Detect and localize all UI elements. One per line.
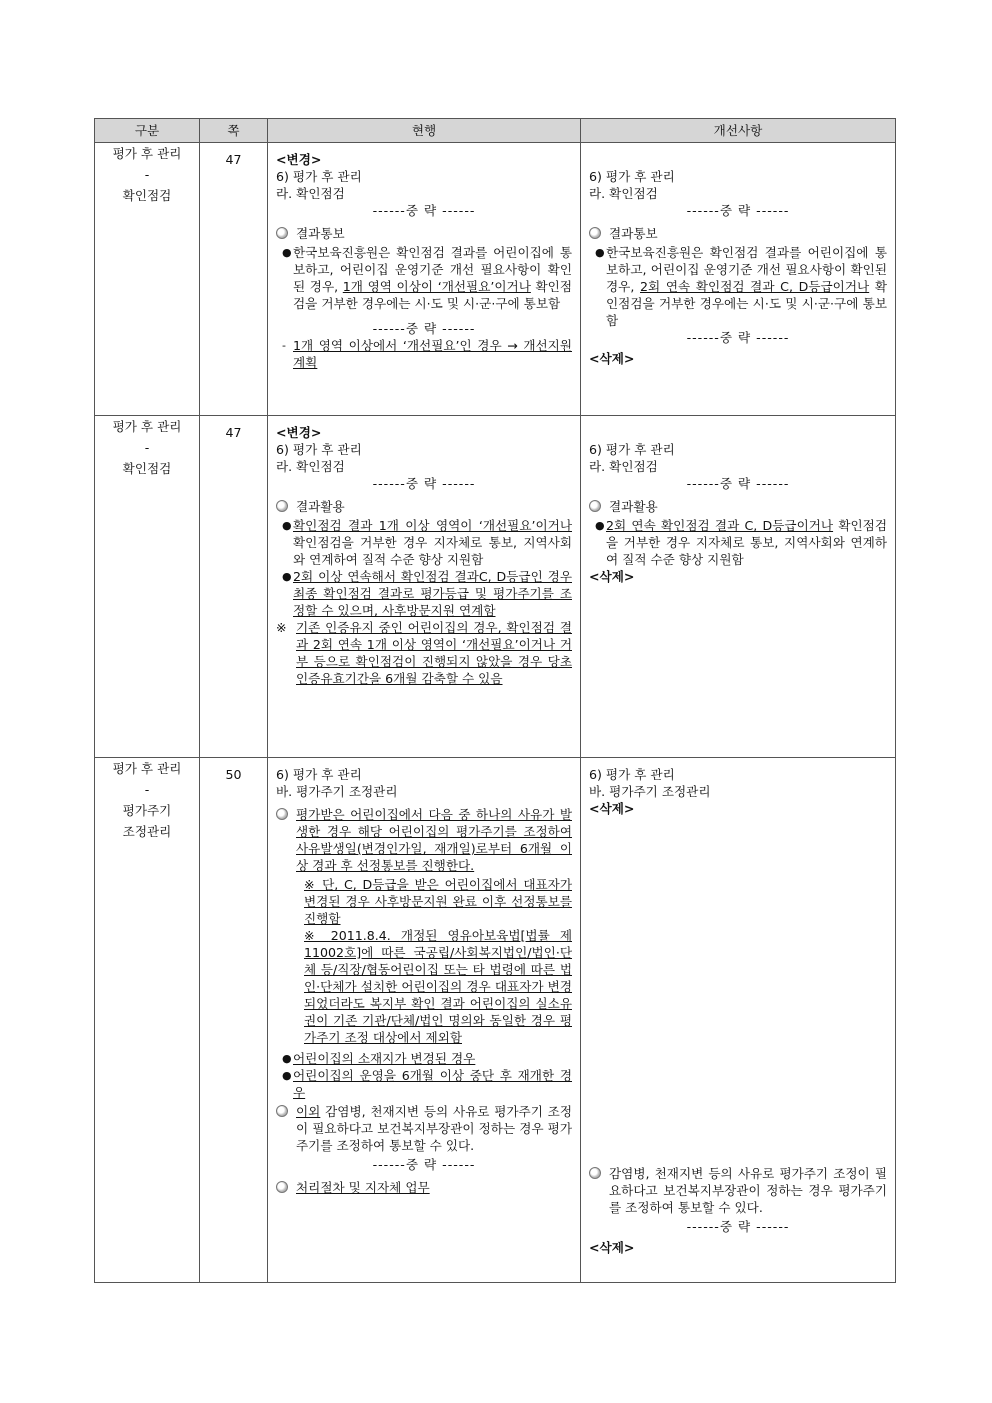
omission-marker: ------중 략 ------	[372, 203, 476, 218]
table-row	[95, 143, 896, 416]
bullet-item: ● 확인점검 결과 1개 이상 영역이 ‘개선필요’이거나 확인점검을 거부한 경우 지자체로 통보, 지역사회와 연계하여 질적 수준 향상 지원함	[282, 518, 572, 567]
subsection-heading: 라. 확인점검	[276, 186, 345, 201]
omission-marker: ------중 략 ------	[686, 476, 790, 491]
omission-marker: ------중 략 ------	[686, 203, 790, 218]
bullet-item: ● 어린이집의 운영을 6개월 이상 중단 후 재개한 경우	[282, 1068, 572, 1100]
change-tag: <변경>	[276, 425, 322, 440]
bullet-item: ● 한국보육진흥원은 확인점검 결과를 어린이집에 통보하고, 어린이집 운영기준 개선 필요사항이 확인된 경우, 1개 영역 이상이 ‘개선필요’이거나 확인점검을 거부한 경우에는 시·도 및 시·군·구에 통보함	[282, 245, 573, 311]
page-cell: 47	[200, 416, 268, 758]
circle-bullet-icon	[589, 227, 601, 239]
dash-item: - 1개 영역 이상에서 ‘개선필요’인 경우 → 개선지원 계획	[282, 338, 572, 370]
circle-item: 결과통보	[276, 225, 572, 242]
circle-item: 평가받은 어린이집에서 다음 중 하나의 사유가 발생한 경우 해당 어린이집의 평가주기를 조정하여 사유발생일(변경인가일, 재개일)로부터 6개월 이상 경과 후 선정통보를 진행한다.	[276, 806, 572, 874]
header-page: 쪽	[200, 119, 268, 143]
circle-item: 감염병, 천재지변 등의 사유로 평가주기 조정이 필요하다고 보건복지부장관이 정하는 경우 평가주기를 조정하여 통보할 수 있다.	[589, 1165, 887, 1216]
page-cell: 50	[200, 758, 268, 1283]
subsection-heading: 라. 확인점검	[276, 459, 345, 474]
category-cell: 평가 후 관리 - 확인점검	[95, 416, 200, 758]
circle-bullet-icon	[276, 227, 288, 239]
circle-item: 결과활용	[589, 498, 887, 515]
header-row	[95, 119, 896, 143]
header-category: 구분	[95, 119, 200, 143]
delete-tag: <삭제>	[589, 569, 635, 584]
omission-marker: ------중 략 ------	[372, 1157, 476, 1172]
section-heading: 6) 평가 후 관리	[276, 169, 362, 184]
category-cell: 평가 후 관리 - 평가주기 조정관리	[95, 758, 200, 1283]
circle-bullet-icon	[276, 500, 288, 512]
delete-tag: <삭제>	[589, 801, 635, 816]
change-tag: <변경>	[276, 152, 322, 167]
header-improvement: 개선사항	[581, 119, 896, 143]
current-cell	[268, 416, 581, 758]
current-cell	[268, 143, 581, 416]
section-heading: 6) 평가 후 관리	[276, 767, 362, 782]
page-cell: 47	[200, 143, 268, 416]
delete-tag: <삭제>	[589, 1240, 635, 1255]
table-row	[95, 758, 896, 1283]
circle-item: 결과통보	[589, 225, 887, 242]
improved-cell	[581, 416, 896, 758]
improved-cell	[581, 758, 896, 1283]
circle-bullet-icon	[276, 808, 288, 820]
note-item: ※ 단, C, D등급을 받은 어린이집에서 대표자가 변경된 경우 사후방문지원 완료 이후 선정통보를 진행함	[304, 877, 572, 926]
circle-item: 결과활용	[276, 498, 572, 515]
section-heading: 6) 평가 후 관리	[589, 767, 675, 782]
circle-bullet-icon	[276, 1181, 288, 1193]
header-current: 현행	[268, 119, 581, 143]
section-heading: 6) 평가 후 관리	[276, 442, 362, 457]
subsection-heading: 바. 평가주기 조정관리	[276, 784, 398, 799]
circle-item: 처리절차 및 지자체 업무	[276, 1179, 572, 1196]
bullet-item: ● 어린이집의 소재지가 변경된 경우	[282, 1051, 476, 1066]
note-item: ※ 기존 인증유지 중인 어린이집의 경우, 확인점검 결과 2회 연속 1개 이상 영역이 ‘개선필요’이거나 거부 등으로 확인점검이 진행되지 않았을 경우 당초 인증유효기간을 6개월 감축할 수 있음	[276, 620, 572, 686]
circle-bullet-icon	[276, 1105, 288, 1117]
table-row	[95, 416, 896, 758]
circle-item: 이외 감염병, 천재지변 등의 사유로 평가주기 조정이 필요하다고 보건복지부장관이 정하는 경우 평가주기를 조정하여 통보할 수 있다.	[276, 1103, 572, 1154]
bullet-item: ● 2회 연속 확인점검 결과 C, D등급이거나 확인점검을 거부한 경우 지자체로 통보, 지역사회와 연계하여 질적 수준 향상 지원함	[595, 518, 887, 567]
section-heading: 6) 평가 후 관리	[589, 442, 675, 457]
section-heading: 6) 평가 후 관리	[589, 169, 675, 184]
subsection-heading: 라. 확인점검	[589, 459, 658, 474]
subsection-heading: 바. 평가주기 조정관리	[589, 784, 711, 799]
bullet-item: ● 한국보육진흥원은 확인점검 결과를 어린이집에 통보하고, 어린이집 운영기준 개선 필요사항이 확인된 경우, 2회 연속 확인점검 결과 C, D등급이거나 확인점검을 거부한 경우에는 시·도 및 시·군·구에 통보함	[595, 245, 888, 328]
note-item: ※ 2011.8.4. 개정된 영유아보육법[법률 제11002호]에 따른 국공립/사회복지법인/법인·단체 등/직장/협동어린이집 또는 타 법령에 따른 법인·단체가 설치한 어린이집의 경우 대표자가 변경되었더라도 복지부 확인 결과 어린이집의 실소유권이 기존 기관/단체/법인 명의와 동일한 경우 평가주기 조정 대상에서 제외함	[304, 928, 572, 1045]
omission-marker: ------중 략 ------	[372, 476, 476, 491]
delete-tag: <삭제>	[589, 351, 635, 366]
bullet-item: ● 2회 이상 연속해서 확인점검 결과C, D등급인 경우 최종 확인점검 결과로 평가등급 및 평가주기를 조정할 수 있으며, 사후방문지원 연계함	[282, 569, 572, 618]
omission-marker: ------중 략 ------	[686, 330, 790, 345]
omission-marker: ------중 략 ------	[372, 321, 476, 336]
comparison-table	[94, 118, 896, 1283]
improved-cell	[581, 143, 896, 416]
circle-bullet-icon	[589, 1167, 601, 1179]
circle-bullet-icon	[589, 500, 601, 512]
omission-marker: ------중 략 ------	[686, 1219, 790, 1234]
current-cell	[268, 758, 581, 1283]
category-cell: 평가 후 관리 - 확인점검	[95, 143, 200, 416]
subsection-heading: 라. 확인점검	[589, 186, 658, 201]
